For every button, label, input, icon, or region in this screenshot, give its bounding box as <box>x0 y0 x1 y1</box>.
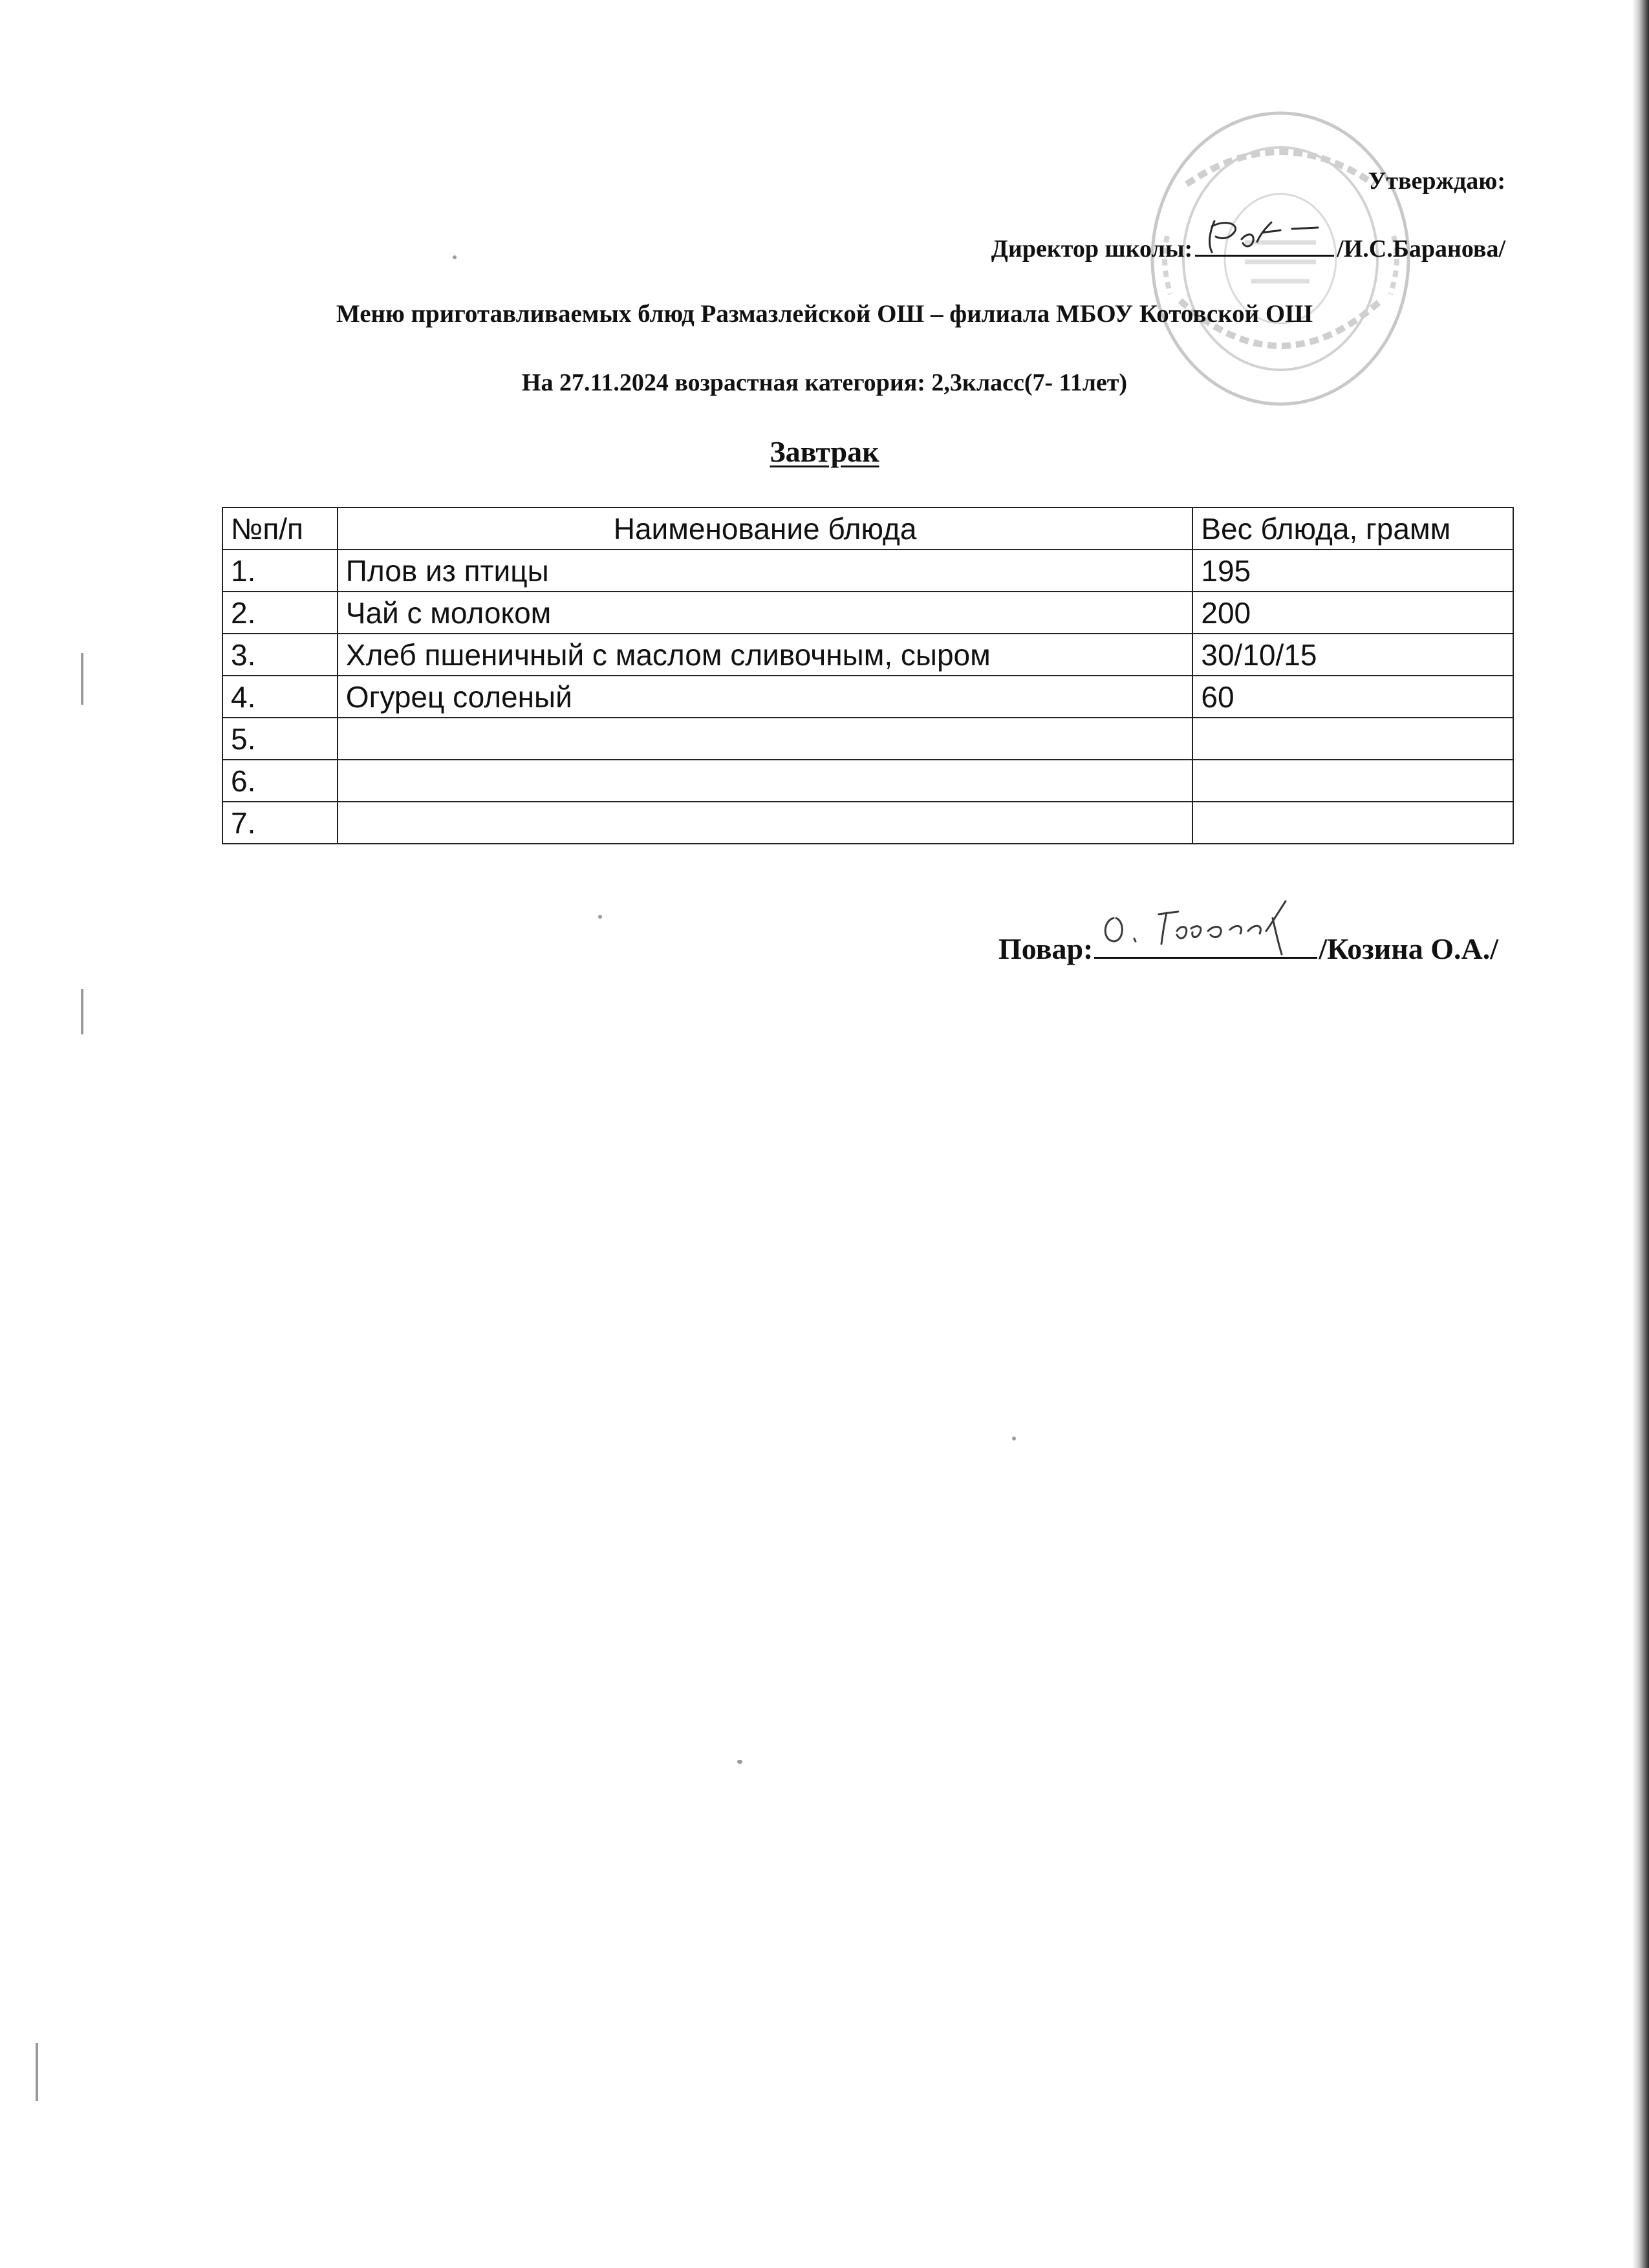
row-number: 4. <box>222 676 338 718</box>
dish-weight <box>1192 760 1513 802</box>
meal-label: Завтрак <box>770 435 879 468</box>
table-row <box>222 718 1513 760</box>
director-name: /И.С.Баранова/ <box>1337 235 1505 262</box>
scan-artifact <box>81 653 83 705</box>
dish-name <box>338 802 1193 844</box>
dish-name: Огурец соленый <box>338 676 1193 718</box>
scan-artifact <box>453 255 457 259</box>
page-title: Меню приготавливаемых блюд Размазлейской ОШ – филиала МБОУ Котовской ОШ <box>336 300 1313 328</box>
dish-weight: 60 <box>1192 676 1513 718</box>
director-signature-line <box>991 233 1505 263</box>
table-row <box>222 634 1513 676</box>
row-number: 7. <box>222 802 338 844</box>
column-header-dish: Наименование блюда <box>338 508 1193 550</box>
table-row <box>222 550 1513 592</box>
row-number: 1. <box>222 550 338 592</box>
dish-weight: 195 <box>1192 550 1513 592</box>
director-signature <box>1195 233 1334 257</box>
menu-table <box>222 507 1514 844</box>
column-header-weight: Вес блюда, грамм <box>1192 508 1513 550</box>
dish-name: Плов из птицы <box>338 550 1193 592</box>
scan-edge <box>1632 0 1649 2268</box>
dish-name: Хлеб пшеничный с маслом сливочным, сыром <box>338 634 1193 676</box>
row-number: 6. <box>222 760 338 802</box>
dish-weight <box>1192 718 1513 760</box>
cook-name: /Козина О.А./ <box>1319 932 1498 965</box>
dish-weight: 200 <box>1192 592 1513 634</box>
scan-artifact <box>36 2043 38 2101</box>
director-label: Директор школы: <box>991 235 1193 262</box>
dish-weight: 30/10/15 <box>1192 634 1513 676</box>
dish-weight <box>1192 802 1513 844</box>
table-row <box>222 676 1513 718</box>
cook-label: Повар: <box>998 932 1094 965</box>
column-header-number: №п/п <box>222 508 338 550</box>
table-row <box>222 802 1513 844</box>
meal-heading <box>0 434 1649 469</box>
table-header-row <box>222 508 1513 550</box>
scan-artifact <box>1012 1437 1016 1440</box>
date-category-line: На 27.11.2024 возрастная категория: 2,3класс(7- 11лет) <box>521 369 1128 396</box>
cook-signature-line <box>998 931 1498 966</box>
scan-artifact <box>737 1760 742 1764</box>
scan-artifact <box>81 989 83 1034</box>
scan-artifact <box>598 915 602 919</box>
dish-name: Чай с молоком <box>338 592 1193 634</box>
row-number: 3. <box>222 634 338 676</box>
dish-name <box>338 718 1193 760</box>
dish-name <box>338 760 1193 802</box>
approve-label: Утверждаю: <box>1368 167 1505 195</box>
row-number: 2. <box>222 592 338 634</box>
row-number: 5. <box>222 718 338 760</box>
table-row <box>222 760 1513 802</box>
cook-signature <box>1094 931 1317 959</box>
table-row <box>222 592 1513 634</box>
